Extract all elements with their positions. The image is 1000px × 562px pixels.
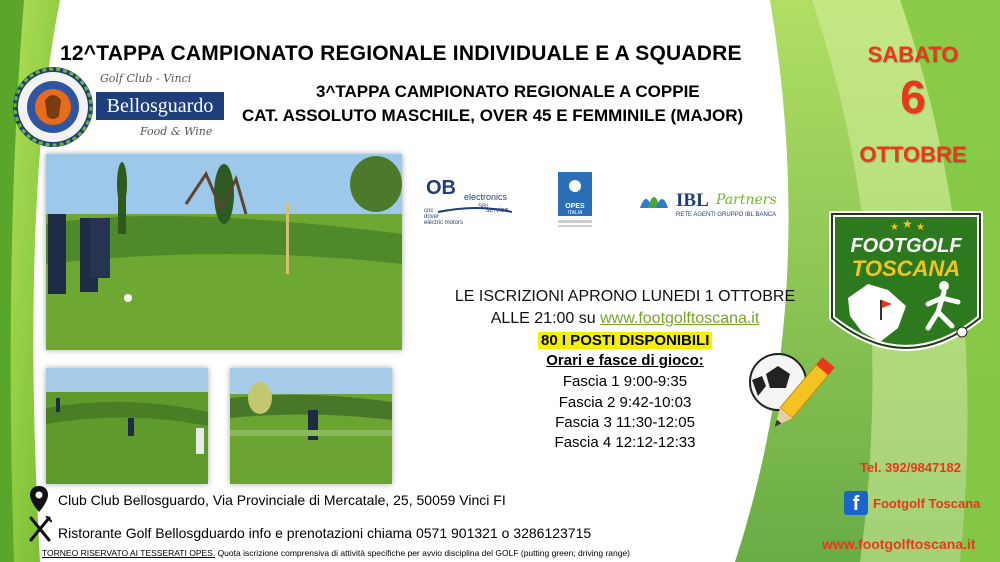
svg-text:service: service [486, 207, 509, 214]
registration-time-text: ALLE 21:00 su [490, 310, 601, 327]
schedule-slot-4: Fascia 4 12:12-12:33 [554, 434, 696, 451]
registration-website-link[interactable]: www.footgolftoscana.it [600, 310, 760, 327]
shield-line2: TOSCANA [851, 256, 961, 281]
phone-number[interactable]: Tel. 392/9847182 [860, 460, 961, 475]
venue-address: Club Club Bellosguardo, Via Provinciale di Mercatale, 25, 50059 Vinci FI [58, 492, 506, 508]
registration-opening-text: LE ISCRIZIONI APRONO LUNEDI 1 OTTOBRE [454, 288, 796, 305]
date-month: OTTOBRE [859, 142, 967, 167]
date-number: 6 [900, 71, 926, 123]
fine-print-rest: Quota iscrizione comprensiva di attività specifiche per avvio disciplina del GOLF (putting green; driving range) [215, 548, 631, 558]
subtitle-coppie: 3^TAPPA CAMPIONATO REGIONALE A COPPIE [316, 82, 700, 101]
schedule-slot-1: Fascia 1 9:00-9:35 [562, 373, 688, 390]
svg-text:Partners: Partners [716, 192, 777, 208]
svg-text:electric motors: electric motors [424, 220, 464, 224]
restaurant-info: Ristorante Golf Bellosgduardo info e prenotazioni chiama 0571 901321 o 3286123715 [58, 525, 592, 541]
schedule-slot-3: Fascia 3 11:30-12:05 [555, 414, 695, 431]
svg-text:SRL: SRL [478, 204, 490, 210]
footgolf-toscana-shield-logo [828, 208, 984, 380]
cutlery-icon [28, 516, 52, 542]
schedule-slot-2: Fascia 2 9:42-10:03 [558, 394, 692, 411]
club-crest-logo [12, 66, 94, 148]
main-title: 12^TAPPA CAMPIONATO REGIONALE INDIVIDUALE E A SQUADRE [60, 42, 742, 65]
location-pin-icon [30, 486, 48, 512]
club-logo-tagline-top: Golf Club - Vinci [100, 72, 192, 85]
photo-footgolf-main [46, 154, 402, 350]
svg-text:OB: OB [426, 177, 456, 199]
facebook-page-name[interactable]: Footgolf Toscana [873, 496, 981, 511]
date-weekday: SABATO [867, 42, 959, 67]
fine-print [42, 548, 630, 558]
ball-pencil-icon [748, 352, 838, 444]
svg-text:electronics: electronics [464, 192, 508, 202]
registration-time-line [420, 310, 830, 328]
schedule-heading: Orari e fasce di gioco: [546, 352, 704, 369]
club-logo-tagline-bottom: Food & Wine [140, 125, 213, 138]
club-logo-name: Bellosguardo [96, 92, 224, 120]
sponsor-ob-electronics-logo [418, 176, 518, 224]
svg-text:cnc: cnc [424, 208, 434, 214]
subtitle-categorie: CAT. ASSOLUTO MASCHILE, OVER 45 E FEMMINILE (MAJOR) [242, 106, 744, 125]
available-spots-highlight: 80 I POSTI DISPONIBILI [538, 332, 712, 349]
sponsor-opes-italia-logo [552, 172, 598, 230]
svg-text:RETE AGENTI GRUPPO IBL BANCA: RETE AGENTI GRUPPO IBL BANCA [676, 212, 777, 218]
svg-text:★: ★ [902, 217, 913, 231]
photo-footgolf-small-2 [230, 368, 392, 484]
facebook-icon[interactable]: f [844, 491, 868, 515]
svg-text:OPES: OPES [565, 203, 585, 210]
svg-text:IBL: IBL [676, 190, 709, 211]
svg-text:ITALIA: ITALIA [567, 210, 583, 216]
shield-line1: FOOTGOLF [850, 235, 962, 257]
photo-footgolf-small-1 [46, 368, 208, 484]
fine-print-underlined: TORNEO RISERVATO AI TESSERATI OPES. [42, 548, 216, 558]
svg-text:★: ★ [890, 222, 899, 233]
svg-text:driver: driver [424, 214, 440, 220]
sponsor-ibl-partners-logo [636, 180, 802, 220]
website-url[interactable]: www.footgolftoscana.it [822, 536, 976, 552]
svg-text:★: ★ [916, 222, 925, 233]
